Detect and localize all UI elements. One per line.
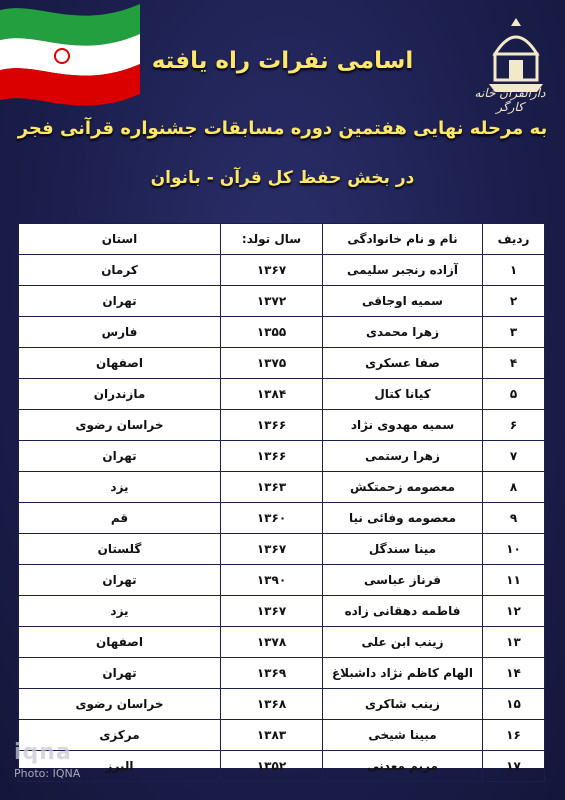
table-row	[19, 596, 545, 627]
cell-birth-year: ۱۳۹۰	[221, 565, 323, 596]
cell-province: یزد	[19, 596, 221, 627]
cell-province: کرمان	[19, 255, 221, 286]
cell-birth-year: ۱۳۸۳	[221, 720, 323, 751]
cell-row-number: ۶	[483, 410, 545, 441]
cell-birth-year: ۱۳۶۸	[221, 689, 323, 720]
header-full-name: نام و نام خانوادگی	[323, 224, 483, 255]
cell-row-number: ۱۵	[483, 689, 545, 720]
cell-province: خراسان رضوی	[19, 410, 221, 441]
cell-birth-year: ۱۳۵۵	[221, 317, 323, 348]
cell-province: تهران	[19, 565, 221, 596]
cell-full-name: الهام کاظم نژاد داشبلاغ	[323, 658, 483, 689]
cell-row-number: ۱۳	[483, 627, 545, 658]
cell-row-number: ۷	[483, 441, 545, 472]
table-row	[19, 720, 545, 751]
cell-full-name: سمیه اوجاقی	[323, 286, 483, 317]
cell-province: مرکزی	[19, 720, 221, 751]
header-province: استان	[19, 224, 221, 255]
watermark	[14, 740, 80, 780]
cell-full-name: صفا عسکری	[323, 348, 483, 379]
page-subtitle: به مرحله نهایی هفتمین دوره مسابقات جشنواره قرآنی فجر	[17, 118, 548, 139]
cell-row-number: ۲	[483, 286, 545, 317]
cell-full-name: فرناز عباسی	[323, 565, 483, 596]
iqna-logo: iqna	[14, 740, 72, 765]
cell-province: البرز	[19, 751, 221, 782]
cell-row-number: ۱۷	[483, 751, 545, 782]
table-body	[19, 255, 545, 782]
cell-province: گلستان	[19, 534, 221, 565]
results-table	[18, 223, 545, 782]
cell-full-name: زهرا رستمی	[323, 441, 483, 472]
cell-full-name: کیانا کتال	[323, 379, 483, 410]
table-row	[19, 410, 545, 441]
table-row	[19, 441, 545, 472]
cell-full-name: مریم معدنی	[323, 751, 483, 782]
cell-birth-year: ۱۳۷۸	[221, 627, 323, 658]
cell-province: اصفهان	[19, 627, 221, 658]
cell-birth-year: ۱۳۷۲	[221, 286, 323, 317]
cell-birth-year: ۱۳۶۰	[221, 503, 323, 534]
table-row	[19, 379, 545, 410]
cell-province: تهران	[19, 441, 221, 472]
results-table-wrapper	[18, 223, 544, 773]
cell-birth-year: ۱۳۸۴	[221, 379, 323, 410]
table-row	[19, 534, 545, 565]
table-row	[19, 472, 545, 503]
section-title: در بخش حفظ کل قرآن - بانوان	[150, 168, 415, 188]
header-row-number: ردیف	[483, 224, 545, 255]
table-row	[19, 751, 545, 782]
cell-birth-year: ۱۳۶۷	[221, 596, 323, 627]
cell-birth-year: ۱۳۶۷	[221, 255, 323, 286]
cell-birth-year: ۱۳۵۲	[221, 751, 323, 782]
cell-row-number: ۱۲	[483, 596, 545, 627]
table-row	[19, 286, 545, 317]
cell-row-number: ۱۱	[483, 565, 545, 596]
photo-credit: Photo: IQNA	[14, 767, 81, 780]
table-row	[19, 627, 545, 658]
cell-birth-year: ۱۳۶۳	[221, 472, 323, 503]
cell-row-number: ۱۴	[483, 658, 545, 689]
cell-province: مازندران	[19, 379, 221, 410]
cell-birth-year: ۱۳۷۵	[221, 348, 323, 379]
logo-text: دارالقرآن خانه کارگر	[474, 86, 546, 114]
table-row	[19, 689, 545, 720]
table-row	[19, 348, 545, 379]
cell-birth-year: ۱۳۶۶	[221, 410, 323, 441]
table-header-row	[19, 224, 545, 255]
cell-full-name: معصومه وفائی نیا	[323, 503, 483, 534]
cell-birth-year: ۱۳۶۷	[221, 534, 323, 565]
cell-row-number: ۱۰	[483, 534, 545, 565]
cell-full-name: فاطمه دهقانی زاده	[323, 596, 483, 627]
cell-full-name: مبینا شیخی	[323, 720, 483, 751]
cell-full-name: زینب ابن علی	[323, 627, 483, 658]
table-row	[19, 255, 545, 286]
cell-province: یزد	[19, 472, 221, 503]
table-row	[19, 503, 545, 534]
cell-full-name: آزاده رنجبر سلیمی	[323, 255, 483, 286]
cell-row-number: ۵	[483, 379, 545, 410]
table-row	[19, 317, 545, 348]
cell-birth-year: ۱۳۶۹	[221, 658, 323, 689]
page-title: اسامی نفرات راه یافته	[151, 48, 414, 74]
cell-row-number: ۱	[483, 255, 545, 286]
cell-row-number: ۸	[483, 472, 545, 503]
table-row	[19, 658, 545, 689]
cell-row-number: ۱۶	[483, 720, 545, 751]
cell-province: تهران	[19, 658, 221, 689]
cell-full-name: زینب شاکری	[323, 689, 483, 720]
cell-province: فارس	[19, 317, 221, 348]
table-row	[19, 565, 545, 596]
cell-birth-year: ۱۳۶۶	[221, 441, 323, 472]
cell-province: خراسان رضوی	[19, 689, 221, 720]
cell-row-number: ۴	[483, 348, 545, 379]
cell-row-number: ۹	[483, 503, 545, 534]
header-birth-year: سال تولد:	[221, 224, 323, 255]
cell-row-number: ۳	[483, 317, 545, 348]
cell-full-name: سمیه مهدوی نژاد	[323, 410, 483, 441]
cell-full-name: معصومه زحمتکش	[323, 472, 483, 503]
cell-full-name: مینا سندگل	[323, 534, 483, 565]
cell-province: تهران	[19, 286, 221, 317]
cell-province: قم	[19, 503, 221, 534]
cell-full-name: زهرا محمدی	[323, 317, 483, 348]
cell-province: اصفهان	[19, 348, 221, 379]
